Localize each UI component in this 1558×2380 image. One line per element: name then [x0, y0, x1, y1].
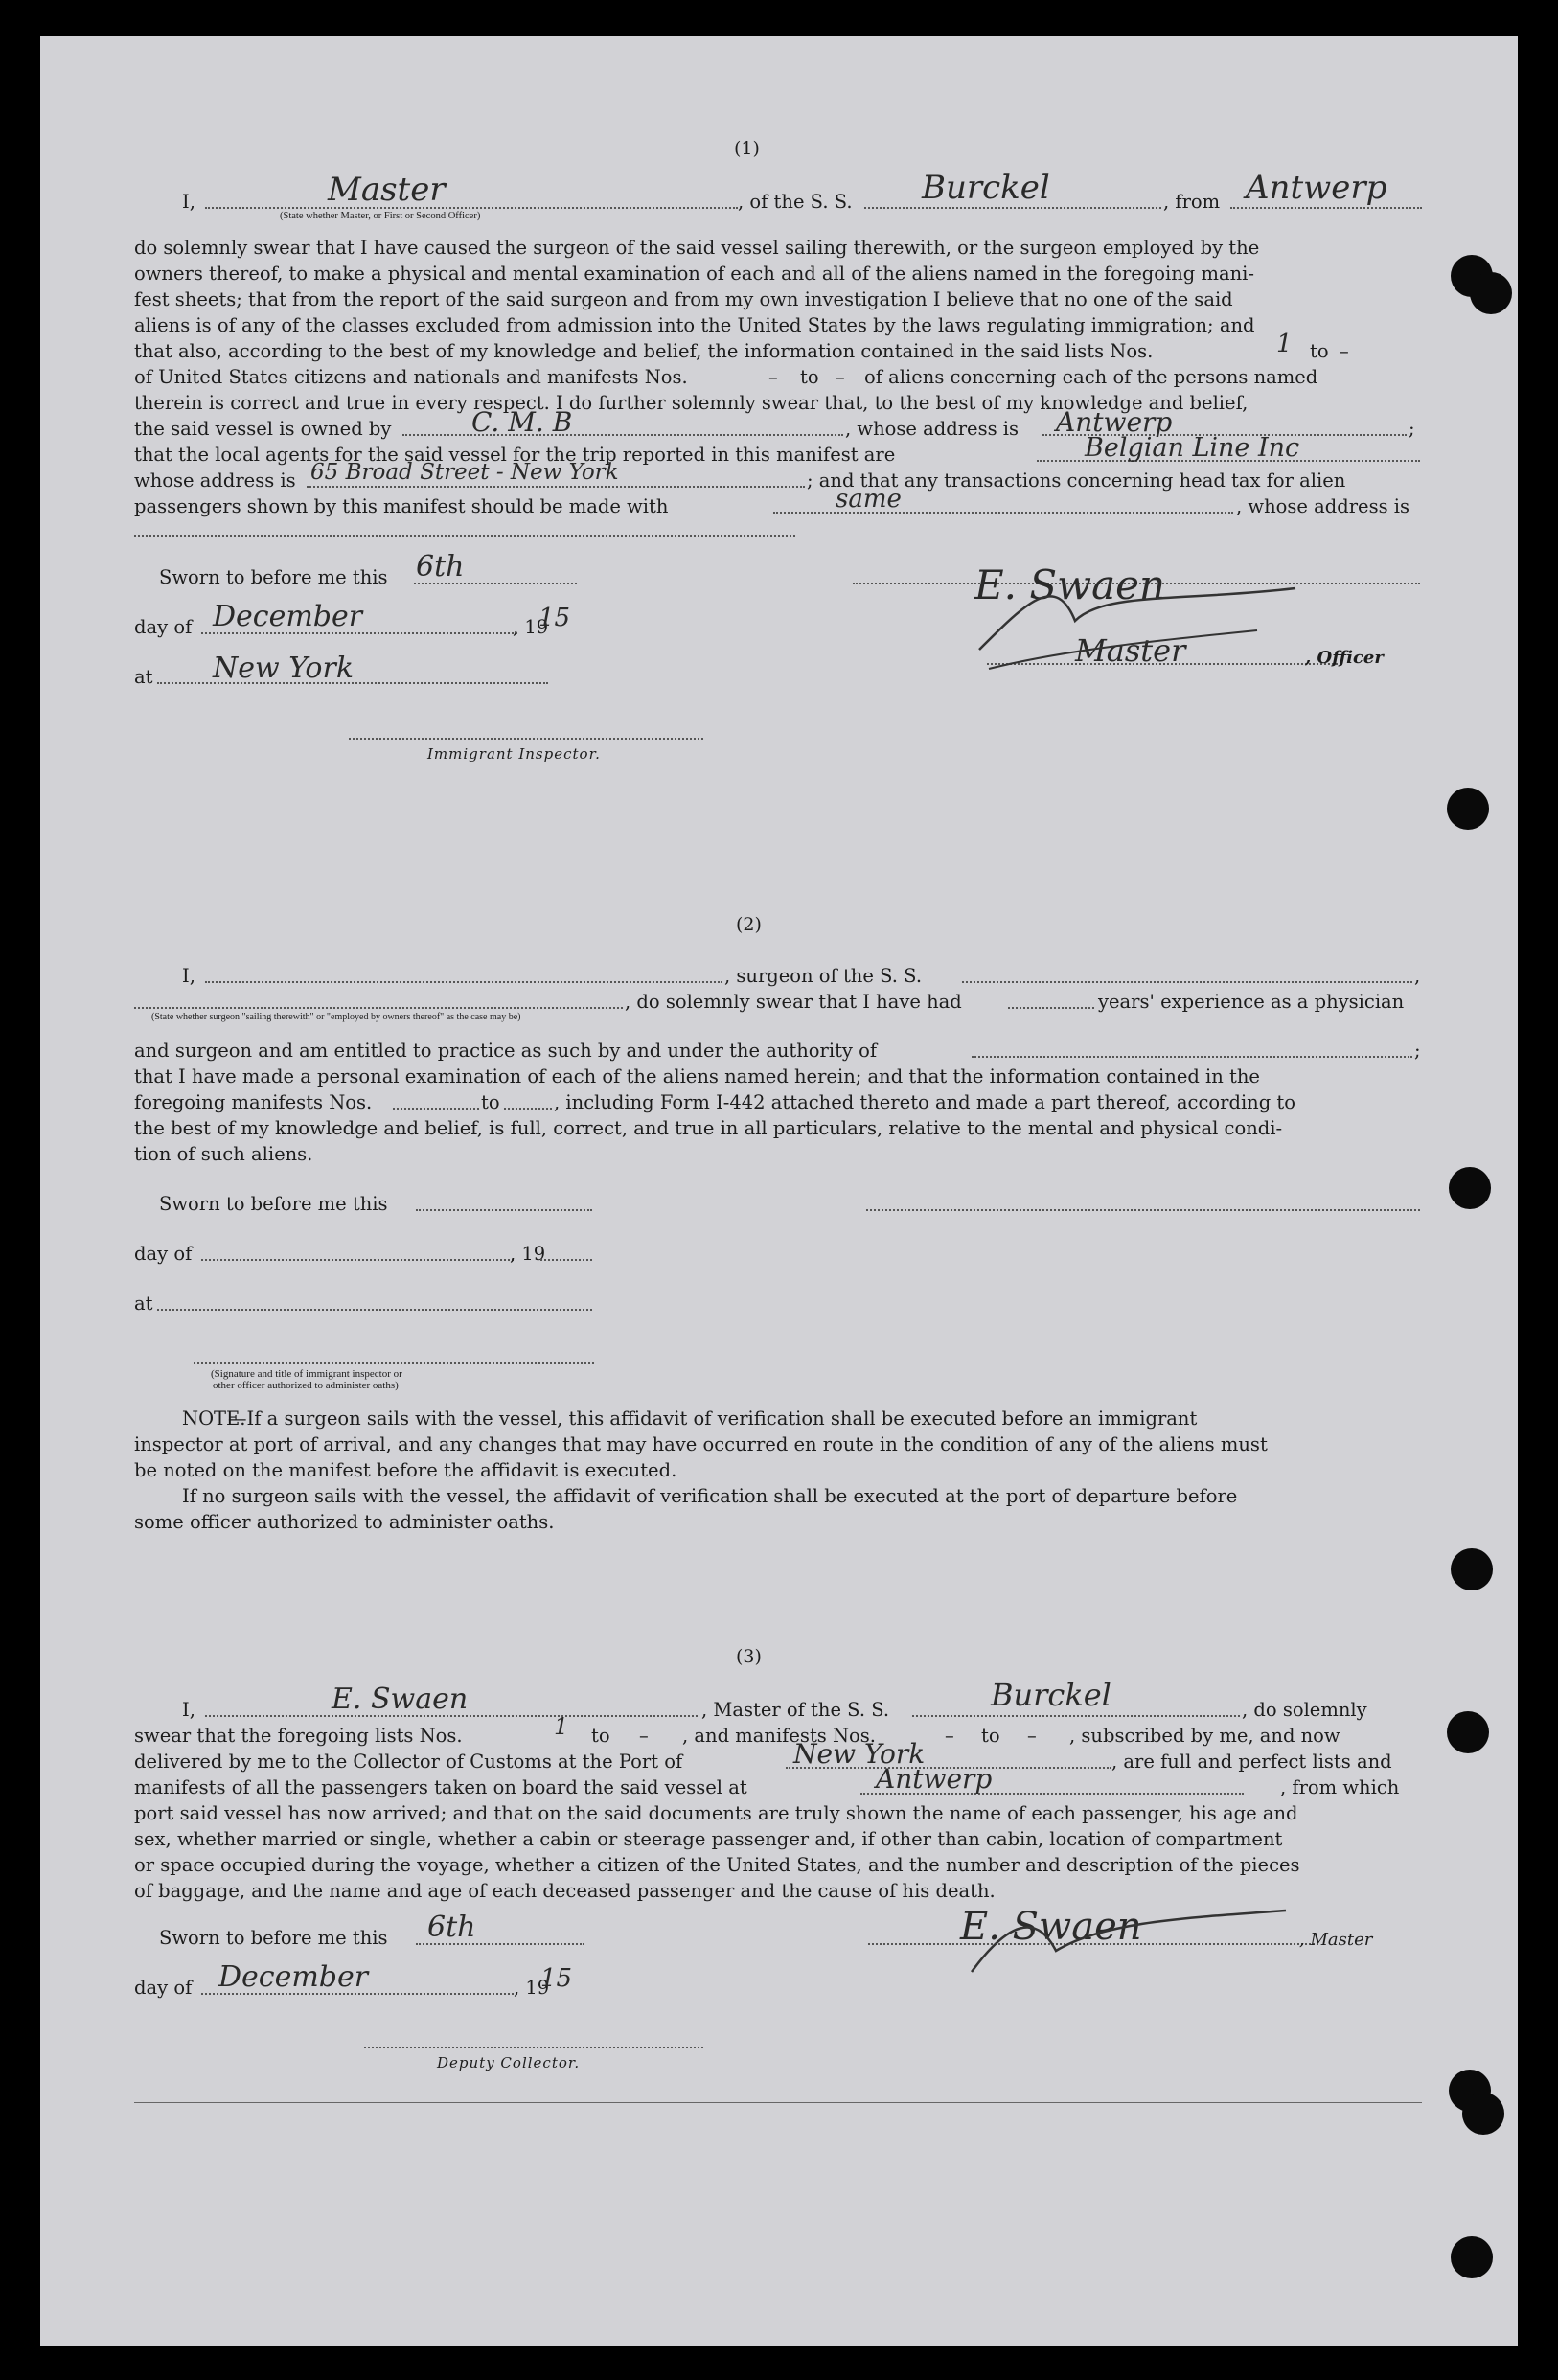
s1-master-handwritten: Master	[328, 171, 446, 209]
s3-master-of: , Master of the S. S.	[701, 1699, 890, 1721]
s2-body-1: that I have made a personal examination of each of the aliens named herein; and that the information contained in the	[134, 1065, 1260, 1087]
section-2-number: (2)	[736, 914, 762, 935]
s2-name-line	[205, 981, 722, 983]
s2-form-text: , including Form I-442 attached thereto and made a part thereof, according to	[554, 1091, 1296, 1113]
s3-signature: E. Swaen	[960, 1905, 1142, 1949]
s3-delivered: delivered by me to the Collector of Customs at the Port of	[134, 1751, 683, 1773]
s2-nos-from-line	[393, 1108, 479, 1110]
s2-note-2: be noted on the manifest before the affidavit is executed.	[134, 1459, 677, 1481]
s1-agents-address: 65 Broad Street - New York	[310, 460, 619, 485]
s1-manifests-to: –	[836, 366, 845, 388]
s2-note-3: If no surgeon sails with the vessel, the affidavit of verification shall be executed at the port of departure before	[182, 1485, 1238, 1507]
s1-body-7: the said vessel is owned by	[134, 418, 392, 440]
s1-body-2: fest sheets; that from the report of the said surgeon and from my own investigation I believe that no one of the said	[134, 288, 1233, 310]
s2-sig-caption-line	[194, 1362, 594, 1364]
s3-lists-from: 1	[554, 1713, 569, 1740]
bottom-rule	[134, 2102, 1422, 2103]
s3-manifests-to: –	[1027, 1725, 1037, 1747]
signature-flourish-3	[960, 1903, 1305, 1989]
s1-agents-address-line	[307, 486, 805, 488]
s2-body-0: and surgeon and am entitled to practice as such by and under the authority of	[134, 1040, 878, 1062]
s3-from-which: , from which	[1280, 1776, 1400, 1798]
s1-head-tax-text: ; and that any transactions concerning head tax for alien	[807, 469, 1346, 492]
s2-comma: ,	[1414, 965, 1421, 987]
s3-i: I,	[182, 1699, 195, 1721]
s2-note-1: inspector at port of arrival, and any changes that may have occurred en route in the condition of any of the aliens must	[134, 1433, 1268, 1455]
s2-signature-line	[866, 1209, 1420, 1211]
s1-of-ss: , of the S. S.	[738, 191, 853, 213]
punch-hole	[1462, 2093, 1504, 2135]
s1-sworn-label: Sworn to before me this	[159, 566, 388, 588]
s1-port-line	[1230, 207, 1422, 209]
s3-to1: to	[591, 1725, 610, 1747]
s3-to2: to	[981, 1725, 1000, 1747]
s1-agents: Belgian Line Inc	[1085, 433, 1300, 463]
s1-lists-to: –	[1340, 340, 1349, 362]
s1-body-8: that the local agents for the said vessel for the trip reported in this manifest are	[134, 444, 896, 466]
signature-flourish-1	[970, 563, 1315, 678]
s3-day-of: day of	[134, 1977, 193, 1999]
s3-manifests: , and manifests Nos.	[682, 1725, 876, 1747]
s1-lists-to-word: to	[1310, 340, 1329, 362]
punch-hole	[1470, 272, 1512, 314]
s1-body-3: aliens is of any of the classes excluded from admission into the United States by the laws regulating immigration; and	[134, 314, 1255, 336]
s2-note-0: —If a surgeon sails with the vessel, this affidavit of verification shall be executed before an immigrant	[228, 1407, 1198, 1430]
s2-sworn-label: Sworn to before me this	[159, 1193, 388, 1215]
s3-body-2: or space occupied during the voyage, whether a citizen of the United States, and the number and description of the pieces	[134, 1854, 1300, 1876]
s1-ship-line	[864, 207, 1161, 209]
s1-manifests-to-word: to	[800, 366, 819, 388]
s3-collector-line	[364, 2047, 703, 2048]
s1-master-line	[205, 207, 738, 209]
s1-body-0: do solemnly swear that I have caused the surgeon of the said vessel sailing therewith, or the surgeon employed by the	[134, 237, 1260, 259]
s3-master-label: , Master	[1299, 1930, 1373, 1950]
s2-nos-to-line	[504, 1108, 552, 1110]
s3-name: E. Swaen	[332, 1682, 469, 1716]
s1-owner-address: Antwerp	[1056, 406, 1173, 438]
s2-month-line	[201, 1259, 514, 1261]
s1-owner-line	[402, 434, 843, 436]
s1-address-blank-line	[134, 535, 795, 537]
s1-signature: E. Swaen	[974, 561, 1166, 608]
s3-ship: Burckel	[991, 1677, 1111, 1713]
s2-state-line	[134, 1007, 623, 1009]
punch-hole	[1447, 788, 1489, 830]
punch-hole	[1449, 1167, 1491, 1209]
s1-head-tax-address-label: , whose address is	[1236, 495, 1410, 517]
s1-body-10: passengers shown by this manifest should be made with	[134, 495, 669, 517]
s1-whose-address: , whose address is	[845, 418, 1020, 440]
s2-body-3: the best of my knowledge and belief, is full, correct, and true in all particulars, relative to the mental and physical condi-	[134, 1117, 1283, 1139]
punch-hole	[1451, 1548, 1493, 1590]
s1-inspector-line	[349, 738, 703, 740]
s3-vessel-at: Antwerp	[876, 1763, 993, 1795]
s1-owner: C. M. B	[471, 406, 573, 438]
s2-note-label: NOTE.	[182, 1407, 246, 1430]
s3-manifests-from: –	[945, 1725, 954, 1747]
s3-body-0: port said vessel has now arrived; and that on the said documents are truly shown the name of each passenger, his age and	[134, 1802, 1298, 1824]
s2-place-line	[157, 1309, 592, 1311]
s3-month: December	[218, 1960, 369, 1994]
s2-body-2: foregoing manifests Nos.	[134, 1091, 373, 1113]
s3-body-1: sex, whether married or single, whether a cabin or steerage passenger and, if other than cabin, location of compartment	[134, 1828, 1283, 1850]
s2-authority-line	[972, 1056, 1412, 1058]
s1-year: 15	[538, 604, 571, 632]
s3-manifests-of: manifests of all the passengers taken on board the said vessel at	[134, 1776, 747, 1798]
s2-body-4: tion of such aliens.	[134, 1143, 313, 1165]
s3-port: New York	[793, 1738, 926, 1770]
s2-line2b: years' experience as a physician	[1098, 991, 1405, 1013]
s2-sig-caption-1: (Signature and title of immigrant inspector or	[211, 1368, 402, 1380]
s1-year-prefix: , 19	[513, 616, 549, 638]
s2-line2: , do solemnly swear that I have had	[625, 991, 962, 1013]
s3-lists-to: –	[639, 1725, 649, 1747]
s1-body-6: therein is correct and true in every respect. I do further solemnly swear that, to the best of my knowledge and belief,	[134, 392, 1249, 414]
s3-ship-line	[912, 1715, 1240, 1717]
section-3-number: (3)	[736, 1646, 762, 1667]
s3-year-prefix: , 19	[514, 1977, 550, 1999]
s1-officer-title: Master	[1075, 632, 1186, 669]
s1-lists-from: 1	[1276, 330, 1293, 358]
s1-officer-label: , Officer	[1305, 648, 1384, 668]
punch-hole	[1447, 1711, 1489, 1753]
s2-semicolon: ;	[1414, 1040, 1421, 1062]
s1-body-4: that also, according to the best of my knowledge and belief, the information contained in the said lists Nos.	[134, 340, 1154, 362]
s1-body-9: whose address is	[134, 469, 296, 492]
s3-subscribed: , subscribed by me, and now	[1069, 1725, 1340, 1747]
s1-ship-handwritten: Burckel	[922, 169, 1050, 207]
s3-body-3: of baggage, and the name and age of each deceased passenger and the cause of his death.	[134, 1880, 996, 1902]
s2-at: at	[134, 1293, 153, 1315]
s1-port-handwritten: Antwerp	[1246, 169, 1387, 207]
s2-line1-text: , surgeon of the S. S.	[724, 965, 923, 987]
s2-year-line	[540, 1259, 592, 1261]
s3-collector-caption: Deputy Collector.	[437, 2054, 581, 2071]
s3-year: 15	[540, 1964, 573, 1993]
s1-semicolon-1: ;	[1409, 418, 1415, 440]
s3-full: , are full and perfect lists and	[1111, 1751, 1392, 1773]
s1-sworn-day: 6th	[416, 550, 465, 584]
s2-years-line	[1008, 1007, 1094, 1009]
s1-hint: (State whether Master, or First or Second Officer)	[280, 211, 481, 221]
manifest-affidavit-page	[40, 36, 1518, 2346]
s1-from: , from	[1163, 191, 1221, 213]
s3-solemnly: , do solemnly	[1242, 1699, 1367, 1721]
s1-head-tax-with: same	[836, 485, 902, 514]
s1-manifests-from: –	[768, 366, 778, 388]
s1-body-5: of United States citizens and nationals and manifests Nos.	[134, 366, 688, 388]
s3-swear: swear that the foregoing lists Nos.	[134, 1725, 463, 1747]
s2-hint: (State whether surgeon "sailing therewith" or "employed by owners thereof" as the case may be)	[151, 1012, 521, 1022]
s2-sig-caption-2: other officer authorized to administer oaths)	[213, 1380, 399, 1391]
s2-note-4: some officer authorized to administer oaths.	[134, 1511, 555, 1533]
s1-at: at	[134, 666, 153, 688]
s1-body-1: owners thereof, to make a physical and mental examination of each and all of the aliens named in the foregoing mani-	[134, 263, 1254, 285]
s2-i: I,	[182, 965, 195, 987]
s1-inspector-caption: Immigrant Inspector.	[427, 745, 601, 763]
s1-manifests-tail: of aliens concerning each of the persons named	[864, 366, 1318, 388]
s1-place: New York	[213, 652, 354, 685]
s2-sworn-day-line	[416, 1209, 592, 1211]
punch-hole	[1451, 2236, 1493, 2278]
s2-year: , 19	[510, 1243, 546, 1265]
s3-sworn-label: Sworn to before me this	[159, 1927, 388, 1949]
s1-day-of: day of	[134, 616, 193, 638]
s1-month: December	[213, 600, 363, 633]
s2-nos-to: to	[481, 1091, 500, 1113]
s1-i: I,	[182, 191, 195, 213]
section-1-number: (1)	[734, 138, 760, 159]
s2-ship-line	[962, 981, 1412, 983]
s2-day-of: day of	[134, 1243, 193, 1265]
s3-sworn-day: 6th	[427, 1911, 476, 1944]
